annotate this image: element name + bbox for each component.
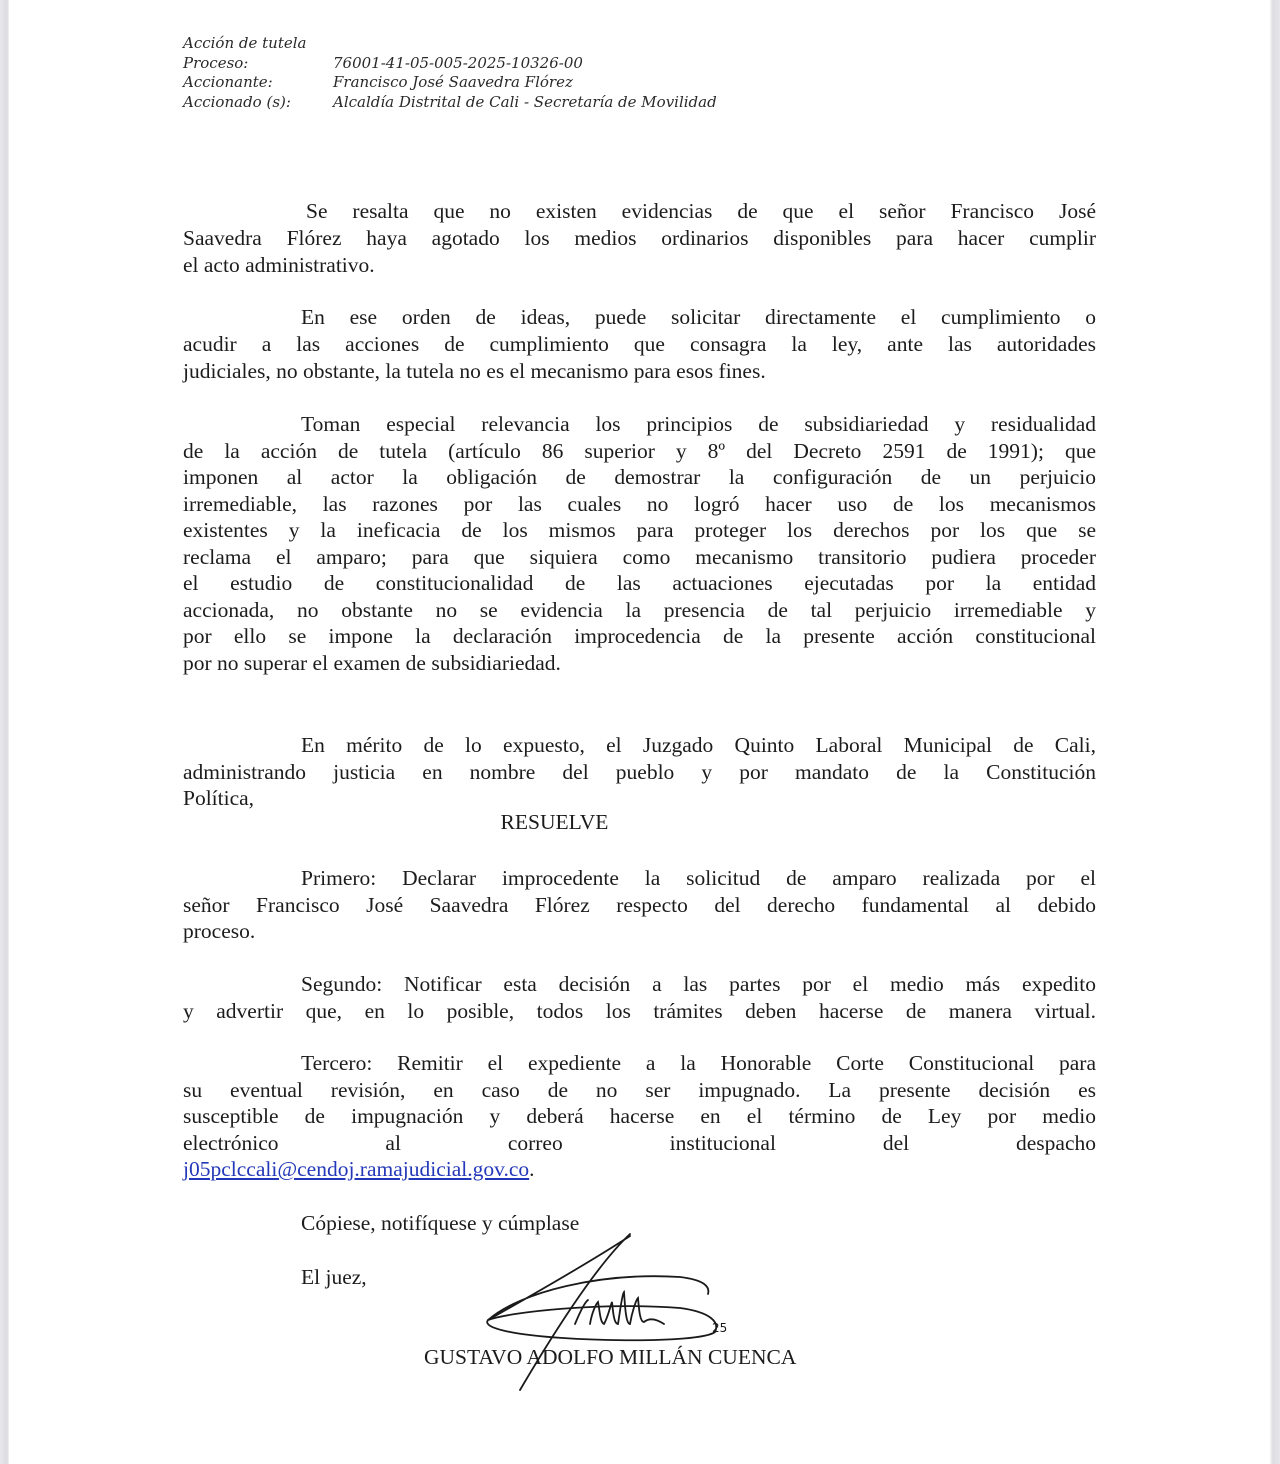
text-line: irremediable, las razones por las cuales no logró hacer uso de los mecanismos (183, 491, 1096, 516)
text-line: de la acción de tutela (artículo 86 superior y 8º del Decreto 2591 de 1991); que (183, 438, 1096, 463)
text-line: electrónico al correo institucional del despacho (183, 1130, 1096, 1155)
signature-stroke (575, 1292, 664, 1324)
page-edge-right (1270, 0, 1280, 1464)
text-line: por no superar el examen de subsidiariedad. (183, 650, 561, 675)
header-label: Accionante: (183, 73, 273, 91)
text-line: su eventual revisión, en caso de no ser impugnado. La presente decisión es (183, 1077, 1096, 1102)
header-label: Proceso: (183, 53, 249, 72)
text-line: reclama el amparo; para que siquiera como mecanismo transitorio pudiera proceder (183, 544, 1096, 569)
case-type: Acción de tutela (183, 34, 307, 52)
text-line: el estudio de constitucionalidad de las actuaciones ejecutadas por la entidad (183, 571, 1096, 595)
signature-mark: 25 (712, 1321, 728, 1335)
header-value: Francisco José Saavedra Flórez (333, 73, 573, 91)
text-line: Tercero: Remitir el expediente a la Honorable Corte Constitucional para (301, 1051, 1096, 1075)
text-line: En ese orden de ideas, puede solicitar directamente el cumplimiento o (301, 305, 1096, 329)
text-line: el acto administrativo. (183, 253, 375, 277)
header-row-proceso (183, 54, 717, 74)
text-line: susceptible de impugnación y deberá hacerse en el término de Ley por medio (183, 1104, 1096, 1128)
header-value: 76001-41-05-005-2025-10326-00 (333, 53, 583, 72)
closing-formula: Cópiese, notifíquese y cúmplase (301, 1211, 580, 1235)
text-line: Saavedra Flórez haya agotado los medios ordinarios disponibles para hacer cumplir (183, 226, 1096, 250)
resuelve-heading: RESUELVE (500, 810, 609, 834)
text-line: accionada, no obstante no se evidencia la presencia de tal perjuicio irremediable y (183, 597, 1096, 622)
signature-stroke (487, 1306, 716, 1340)
header-row-accionado (183, 93, 717, 113)
header-row-accionante (183, 73, 717, 93)
text-line: Primero: Declarar improcedente la solicitud de amparo realizada por el (301, 866, 1096, 890)
text-line: En mérito de lo expuesto, el Juzgado Quinto Laboral Municipal de Cali, (301, 733, 1096, 757)
text-line: acudir a las acciones de cumplimiento que consagra la ley, ante las autoridades (183, 332, 1096, 356)
text-line (183, 1156, 1096, 1182)
text-line: señor Francisco José Saavedra Flórez respecto del derecho fundamental al debido (183, 892, 1096, 917)
header-value: Alcaldía Distrital de Cali - Secretaría de Movilidad (333, 92, 717, 111)
text-line: y advertir que, en lo posible, todos los trámites deben hacerse de manera virtual. (183, 998, 1096, 1023)
case-header (183, 34, 717, 112)
judge-name: GUSTAVO ADOLFO MILLÁN CUENCA (424, 1345, 797, 1369)
text-line: administrando justicia en nombre del pueblo y por mandato de la Constitución (183, 759, 1096, 784)
text-line: Segundo: Notificar esta decisión a las partes por el medio más expedito (301, 972, 1096, 996)
text-line: Se resalta que no existen evidencias de que el señor Francisco José (306, 199, 1096, 223)
header-label: Accionado (s): (183, 92, 291, 111)
text-line: imponen al actor la obligación de demostrar la configuración de un perjuicio (183, 465, 1096, 489)
text-line: Toman especial relevancia los principios de subsidiariedad y residualidad (301, 412, 1096, 436)
email-period: . (529, 1157, 535, 1181)
text-line: por ello se impone la declaración improcedencia de la presente acción constitucional (183, 624, 1096, 648)
text-line: Política, (183, 786, 255, 810)
text-line: judiciales, no obstante, la tutela no es el mecanismo para esos fines. (183, 359, 766, 383)
text-line: proceso. (183, 919, 256, 943)
text-line: existentes y la ineficacia de los mismos para proteger los derechos por los que se (183, 518, 1096, 542)
judge-title: El juez, (301, 1265, 367, 1289)
page-edge-left (0, 0, 9, 1464)
court-email-link[interactable]: j05pclccali@cendoj.ramajudicial.gov.co (183, 1157, 530, 1181)
